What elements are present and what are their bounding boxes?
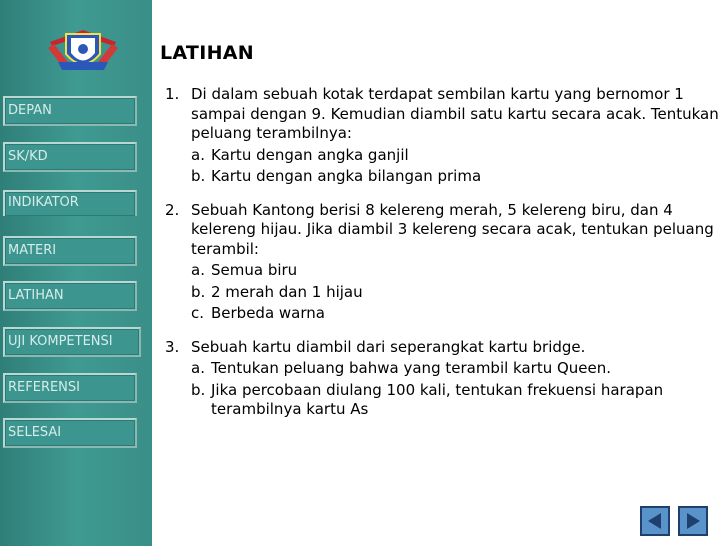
option-letter: b.	[191, 380, 206, 399]
option-text: Tentukan peluang bahwa yang terambil kartu Queen.	[211, 359, 612, 377]
question-number: 3.	[165, 337, 180, 356]
option-c	[191, 304, 720, 324]
option-letter: a.	[191, 145, 205, 164]
option-b	[191, 381, 720, 420]
triangle-left-icon	[642, 508, 668, 534]
school-logo	[44, 24, 122, 74]
nav-button-uji-kompetensi[interactable]: UJI KOMPETENSI	[3, 327, 141, 357]
question-text: Di dalam sebuah kotak terdapat sembilan kartu yang bernomor 1 sampai dengan 9. Kemudian diambil satu kartu secara acak. Tentukan peluang terambilnya:	[191, 85, 719, 142]
option-text: Kartu dengan angka bilangan prima	[211, 167, 482, 185]
nav-button-indikator[interactable]: INDIKATOR	[3, 190, 137, 216]
option-b	[191, 167, 720, 187]
option-letter: a.	[191, 359, 205, 377]
question-3	[165, 338, 720, 420]
question-text: Sebuah Kantong berisi 8 kelereng merah, 5 kelereng biru, dan 4 kelereng hijau. Jika diambil 3 kelereng secara acak, tentukan peluang terambil:	[191, 200, 714, 258]
option-text: Kartu dengan angka ganjil	[211, 145, 409, 164]
option-text: Jika percobaan diulang 100 kali, tentukan frekuensi harapan terambilnya kartu As	[211, 380, 664, 418]
nav-button-sk-kd[interactable]: SK/KD	[3, 142, 137, 172]
option-text: 2 merah dan 1 hijau	[211, 282, 363, 301]
option-text: Berbeda warna	[211, 304, 325, 322]
option-letter: b.	[191, 282, 206, 301]
question-2	[165, 201, 720, 324]
prev-slide-button[interactable]	[640, 506, 670, 536]
nav-button-selesai[interactable]: SELESAI	[3, 418, 137, 448]
next-slide-button[interactable]	[678, 506, 708, 536]
nav-button-depan[interactable]: DEPAN	[3, 96, 137, 126]
option-a	[191, 359, 720, 379]
question-1	[165, 85, 720, 187]
nav-button-materi[interactable]: MATERI	[3, 236, 137, 266]
option-letter: c.	[191, 304, 205, 322]
option-text: Semua biru	[211, 261, 298, 279]
option-a	[191, 261, 720, 281]
question-list	[165, 85, 720, 434]
triangle-right-icon	[680, 508, 706, 534]
option-letter: a.	[191, 261, 205, 279]
option-b	[191, 283, 720, 303]
question-number: 1.	[165, 85, 180, 103]
page-title: LATIHAN	[160, 42, 254, 64]
nav-button-latihan[interactable]: LATIHAN	[3, 281, 137, 311]
option-a	[191, 146, 720, 166]
sidebar	[0, 0, 152, 546]
nav-button-referensi[interactable]: REFERENSI	[3, 373, 137, 403]
question-number: 2.	[165, 200, 180, 219]
question-text: Sebuah kartu diambil dari seperangkat kartu bridge.	[191, 337, 586, 356]
option-letter: b.	[191, 167, 206, 185]
